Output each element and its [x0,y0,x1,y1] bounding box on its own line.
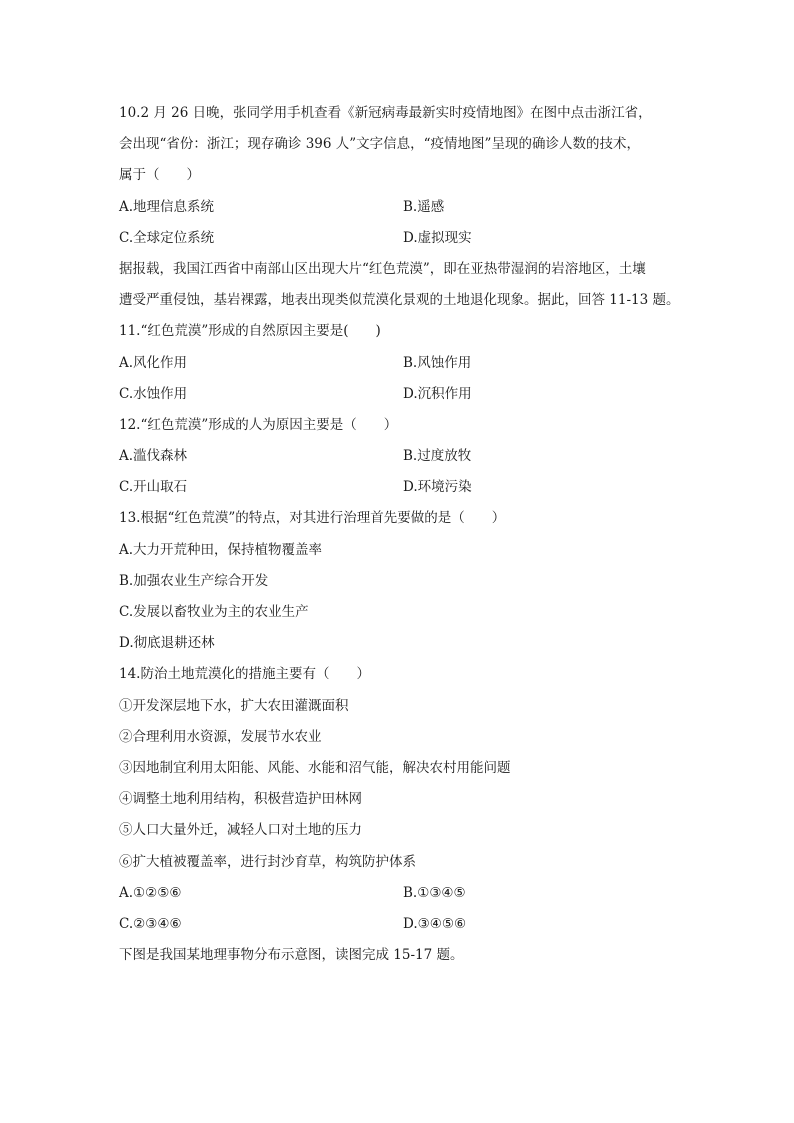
passage-line-2: 遭受严重侵蚀，基岩裸露，地表出现类似荒漠化景观的土地退化现象。据此，回答 11-13 题。 [119,292,680,309]
q11-option-d: D.沉积作用 [403,385,472,402]
q14-item-4: ④调整土地利用结构，积极营造护田林网 [119,791,362,808]
q11-options-row-1 [119,348,679,379]
q14-stem: 14.防治土地荒漠化的措施主要有（ ） [119,666,370,683]
q11-option-b: B.风蚀作用 [403,354,472,371]
question-14 [119,659,679,940]
q10-options-row-1 [119,192,679,223]
q13-option-b: B.加强农业生产综合开发 [119,572,269,589]
q13-option-c: C.发展以畜牧业为主的农业生产 [119,604,309,620]
q14-item-6: ⑥扩大植被覆盖率，进行封沙育草，构筑防护体系 [119,853,416,870]
passage-line-1: 据报载，我国江西省中南部山区出现大片“红色荒漠”，即在亚热带湿润的岩溶地区，土壤 [119,260,646,277]
reading-passage [119,254,679,316]
q14-option-b: B.①③④⑤ [403,884,466,901]
q14-option-c: C.②③④⑥ [119,915,182,932]
q10-stem-line-2: 会出现“省份：浙江；现存确诊 396 人”文字信息，“疫情地图”呈现的确诊人数的技术， [119,136,640,153]
question-10 [119,98,679,254]
q12-options-row-2 [119,472,679,503]
q10-option-a: A.地理信息系统 [119,198,215,215]
q12-options-row-1 [119,441,679,472]
q14-options-row-2 [119,909,679,940]
q12-option-d: D.环境污染 [403,479,472,496]
question-12 [119,410,679,504]
q14-item-1: ①开发深层地下水，扩大农田灌溉面积 [119,697,349,714]
q11-options-row-2 [119,379,679,410]
q14-options-row-1 [119,878,679,909]
q10-option-d: D.虚拟现实 [403,229,472,246]
q12-option-c: C.开山取石 [119,479,188,496]
q11-option-c: C.水蚀作用 [119,385,188,402]
q13-option-d: D.彻底退耕还林 [119,635,215,652]
q14-option-d: D.③④⑤⑥ [403,915,467,932]
q14-item-3: ③因地制宜利用太阳能、风能、水能和沼气能，解决农村用能问题 [119,759,511,776]
q10-option-b: B.遥感 [403,198,445,215]
question-13 [119,503,679,659]
q13-stem: 13.根据“红色荒漠”的特点，对其进行治理首先要做的是（ ） [119,510,506,527]
q14-option-a: A.①②⑤⑥ [119,884,182,901]
exam-content [119,98,679,971]
question-11 [119,316,679,410]
q10-options-row-2 [119,223,679,254]
q10-stem-line-1: 10.2 月 26 日晚，张同学用手机查看《新冠病毒最新实时疫情地图》在图中点击浙江省， [119,105,652,121]
q12-option-a: A.滥伐森林 [119,448,188,465]
q10-stem-line-3: 属于（ ） [119,167,200,184]
q13-option-a: A.大力开荒种田，保持植物覆盖率 [119,541,323,558]
q12-option-b: B.过度放牧 [403,448,472,465]
q12-stem: 12.“红色荒漠”形成的人为原因主要是（ ） [119,416,398,433]
figure-intro-text: 下图是我国某地理事物分布示意图，读图完成 15-17 题。 [119,947,464,964]
q14-item-2: ②合理利用水资源，发展节水农业 [119,728,322,745]
q11-stem: 11.“红色荒漠”形成的自然原因主要是( ) [119,323,381,340]
q10-option-c: C.全球定位系统 [119,229,215,246]
q14-item-5: ⑤人口大量外迁，减轻人口对土地的压力 [119,822,362,839]
q11-option-a: A.风化作用 [119,354,188,371]
